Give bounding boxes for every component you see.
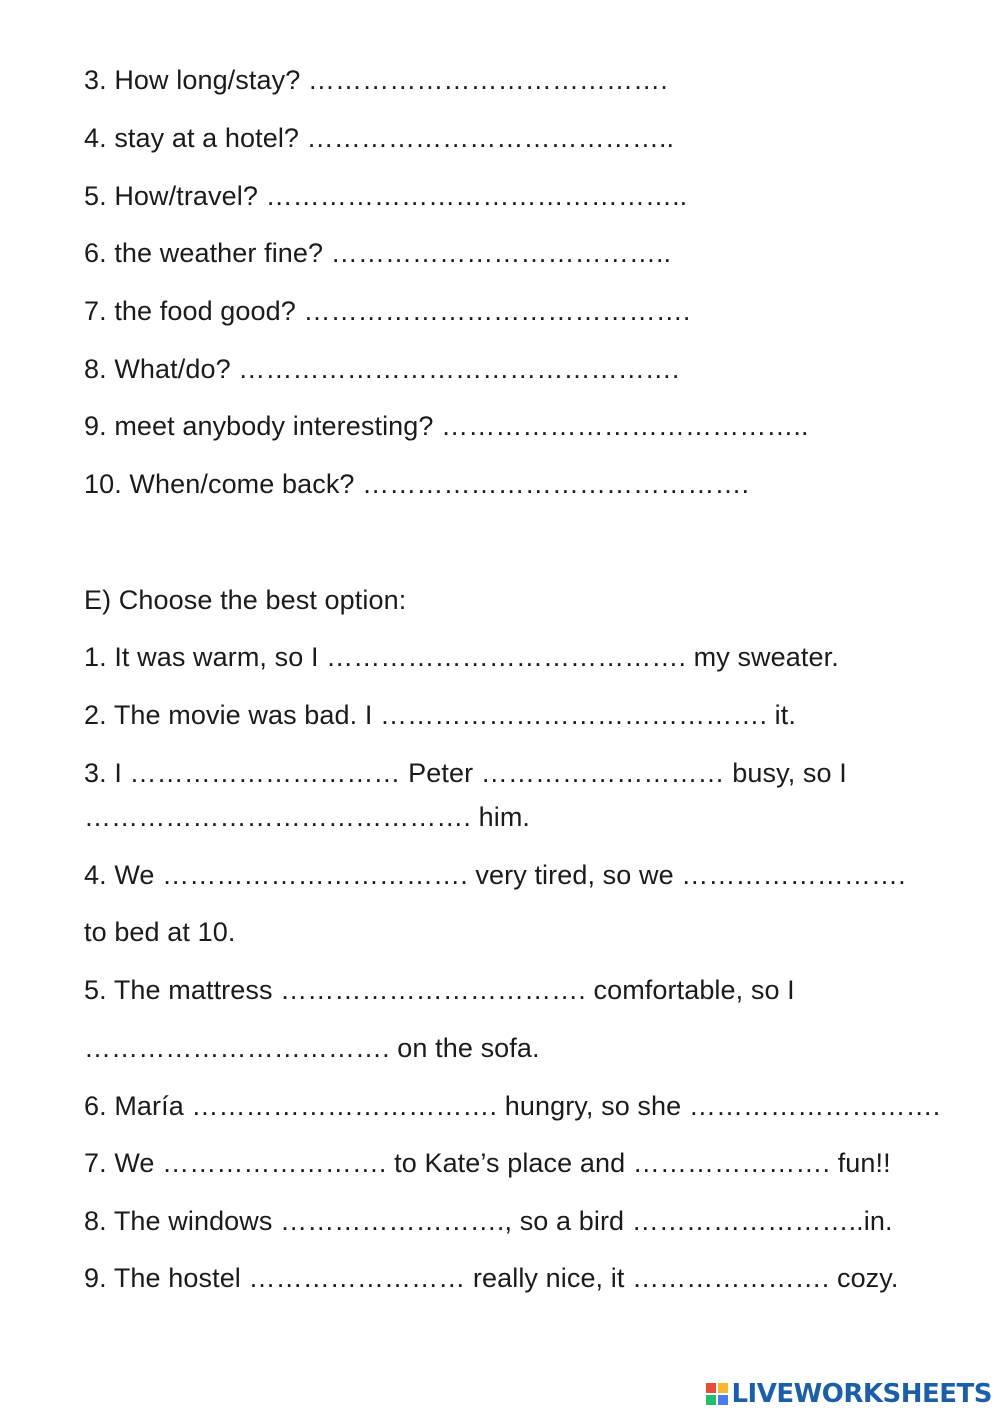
question-line: 8. What/do? …………………………………………. [84, 354, 680, 384]
exercise-line: ……………………………. on the sofa. [84, 1033, 540, 1063]
exercise-line: 8. The windows ……………………., so a bird ……………………..in. [84, 1206, 893, 1236]
exercise-line: ……………………………………. him. [84, 802, 531, 832]
exercise-line: 7. We ……………………. to Kate’s place and …………………. fun!! [84, 1148, 891, 1178]
question-line: 5. How/travel? ……………………………………….. [84, 181, 688, 211]
question-line: 3. How long/stay? …………………………………. [84, 65, 668, 95]
exercise-line: 2. The movie was bad. I ……………………………………. it. [84, 700, 796, 730]
question-line: 4. stay at a hotel? ………………………………….. [84, 123, 675, 153]
question-line: 9. meet anybody interesting? ………………………………….. [84, 411, 809, 441]
logo-square-yellow [718, 1383, 728, 1393]
question-line: 10. When/come back? ……………………………………. [84, 469, 750, 499]
logo-text: LIVEWORKSHEETS [731, 1379, 992, 1409]
question-line: 7. the food good? ……………………………………. [84, 296, 691, 326]
logo-square-blue [718, 1395, 728, 1405]
exercise-line: 9. The hostel …………………… really nice, it …………………. cozy. [84, 1263, 899, 1293]
exercise-line: 5. The mattress ……………………………. comfortable, so I [84, 975, 795, 1005]
logo-grid-icon [706, 1383, 728, 1405]
question-line: 6. the weather fine? ……………………………….. [84, 238, 672, 268]
exercise-line: 3. I ………………………… Peter ……………………… busy, so I [84, 758, 847, 788]
exercise-line: 4. We ……………………………. very tired, so we ……………………. [84, 860, 906, 890]
section-heading: E) Choose the best option: [84, 585, 407, 615]
logo-square-red [706, 1383, 716, 1393]
exercise-line: to bed at 10. [84, 917, 236, 947]
exercise-line: 1. It was warm, so I …………………………………. my sweater. [84, 642, 839, 672]
exercise-line: 6. María ……………………………. hungry, so she ………………………. [84, 1091, 941, 1121]
liveworksheets-logo [706, 1377, 992, 1411]
logo-square-green [706, 1395, 716, 1405]
